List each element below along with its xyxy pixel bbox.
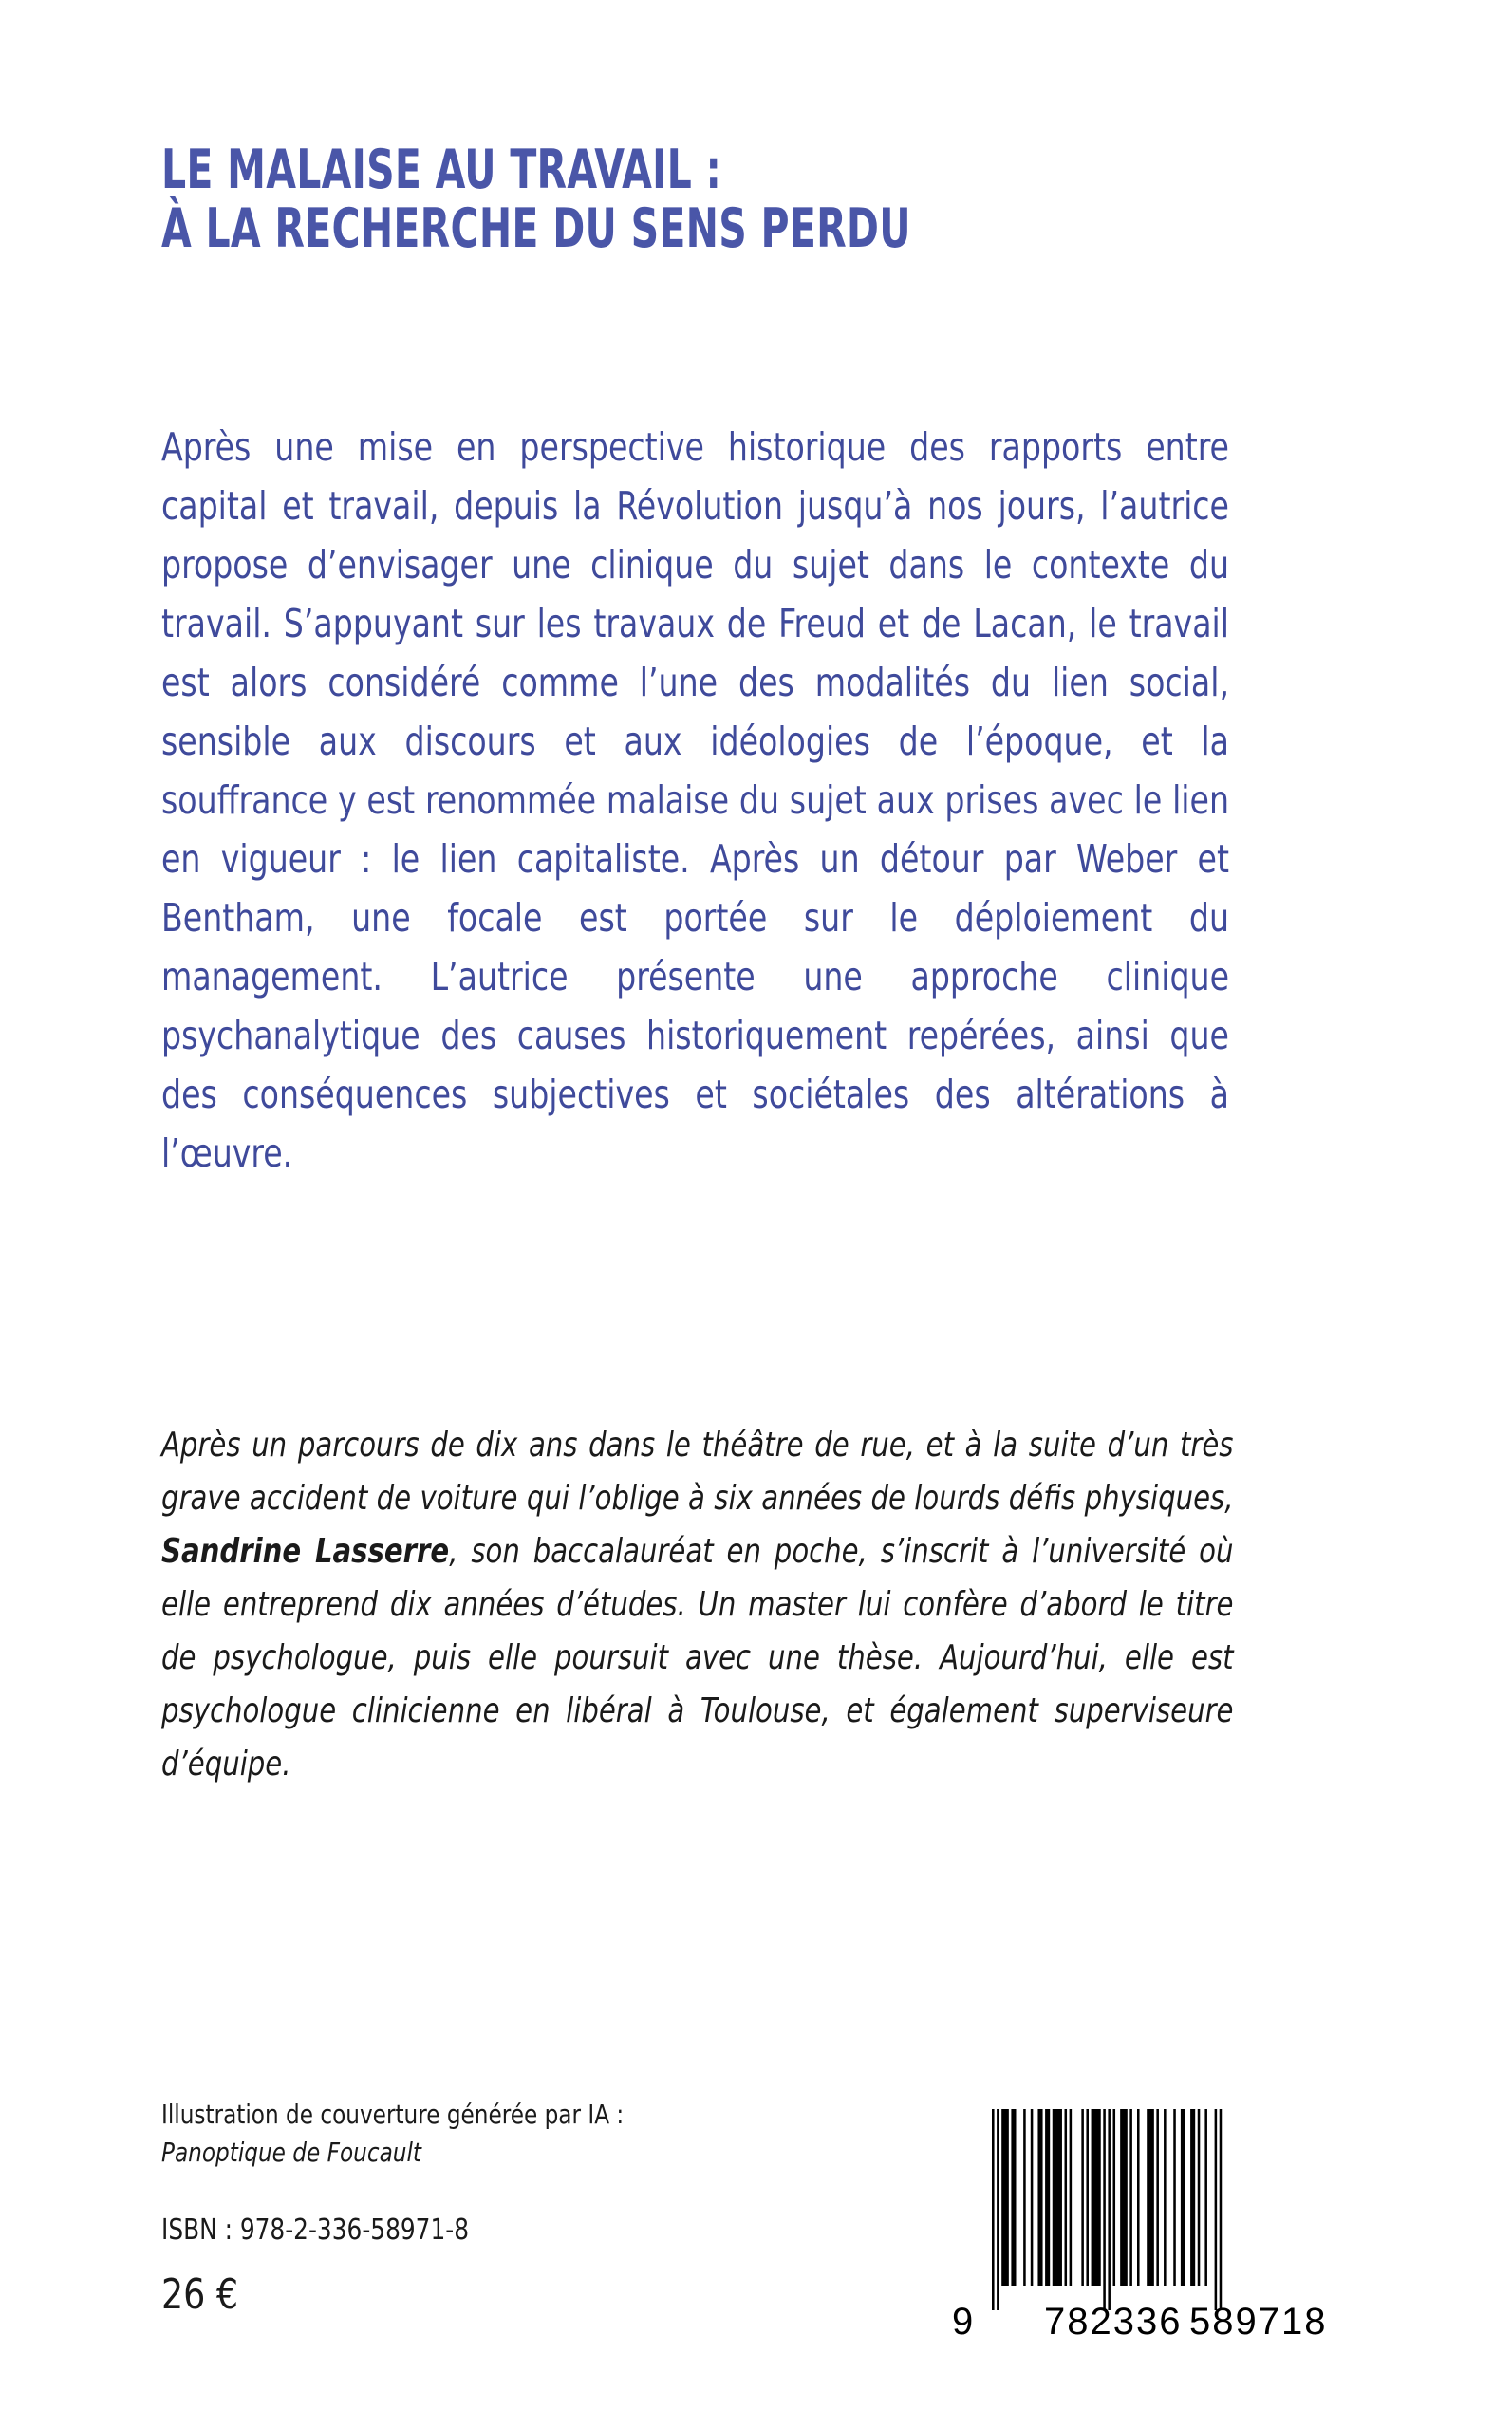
blurb-paragraph: Après une mise en perspective historique des rapports entre capital et travail, depuis la Révolution jusqu’à nos jours, l’autrice propose d’envisager une clinique du sujet dans le contexte du travail. S’appuyant sur les travaux de Freud et de Lacan, le travail est alors considéré comme l’une des modalités du lien social, sensible aux discours et aux idéologies de l’époque, et la souffrance y est renommée malaise du sujet aux prises avec le lien en vigueur : le lien capitaliste. Après un détour par Weber et Bentham, une focale est portée sur le déploiement du management. L’autrice présente une approche clinique psychanalytique des causes historiquement repérées, ainsi que des conséquences subjectives et sociétales des altérations à l’œuvre. <box>161 424 1229 1176</box>
cover-credit-label: Illustration de couverture générée par IA : <box>161 2099 625 2130</box>
barcode-graphic <box>935 2103 1334 2341</box>
book-title <box>161 140 1348 258</box>
barcode-left-digits: 782336 <box>1044 2301 1183 2341</box>
barcode-lead-digit: 9 <box>952 2301 974 2341</box>
title-line-2: À LA RECHERCHE DU SENS PERDU <box>161 197 911 260</box>
bio-text-before-name: Après un parcours de dix ans dans le théâtre de rue, et à la suite d’un très grave accident de voiture qui l’oblige à six années de lourds défis physiques, <box>161 1426 1234 1518</box>
bio-text-after-name: , son baccalauréat en poche, s’inscrit à l’université où elle entreprend dix années d’études. Un master lui confère d’abord le titre de psychologue, puis elle poursuit avec une thèse. Aujourd’hui, elle est psychologue clinicienne en libéral à Toulouse, et également superviseure d’équipe. <box>161 1532 1234 1783</box>
ean13-barcode <box>935 2103 1334 2341</box>
barcode-right-digits: 589718 <box>1189 2301 1328 2341</box>
author-biography <box>161 1419 1234 1844</box>
cover-credit-title: Panoptique de Foucault <box>161 2137 422 2168</box>
author-name: Sandrine Lasserre <box>161 1532 450 1571</box>
price-label: 26 € <box>161 2270 239 2319</box>
isbn-number: ISBN : 978-2-336-58971-8 <box>161 2213 470 2247</box>
bio-paragraph <box>161 1419 1234 1844</box>
book-blurb <box>161 418 1229 1242</box>
title-line-1: LE MALAISE AU TRAVAIL : <box>161 139 722 201</box>
barcode-bars <box>992 2109 1222 2310</box>
footer-info <box>161 2096 864 2320</box>
